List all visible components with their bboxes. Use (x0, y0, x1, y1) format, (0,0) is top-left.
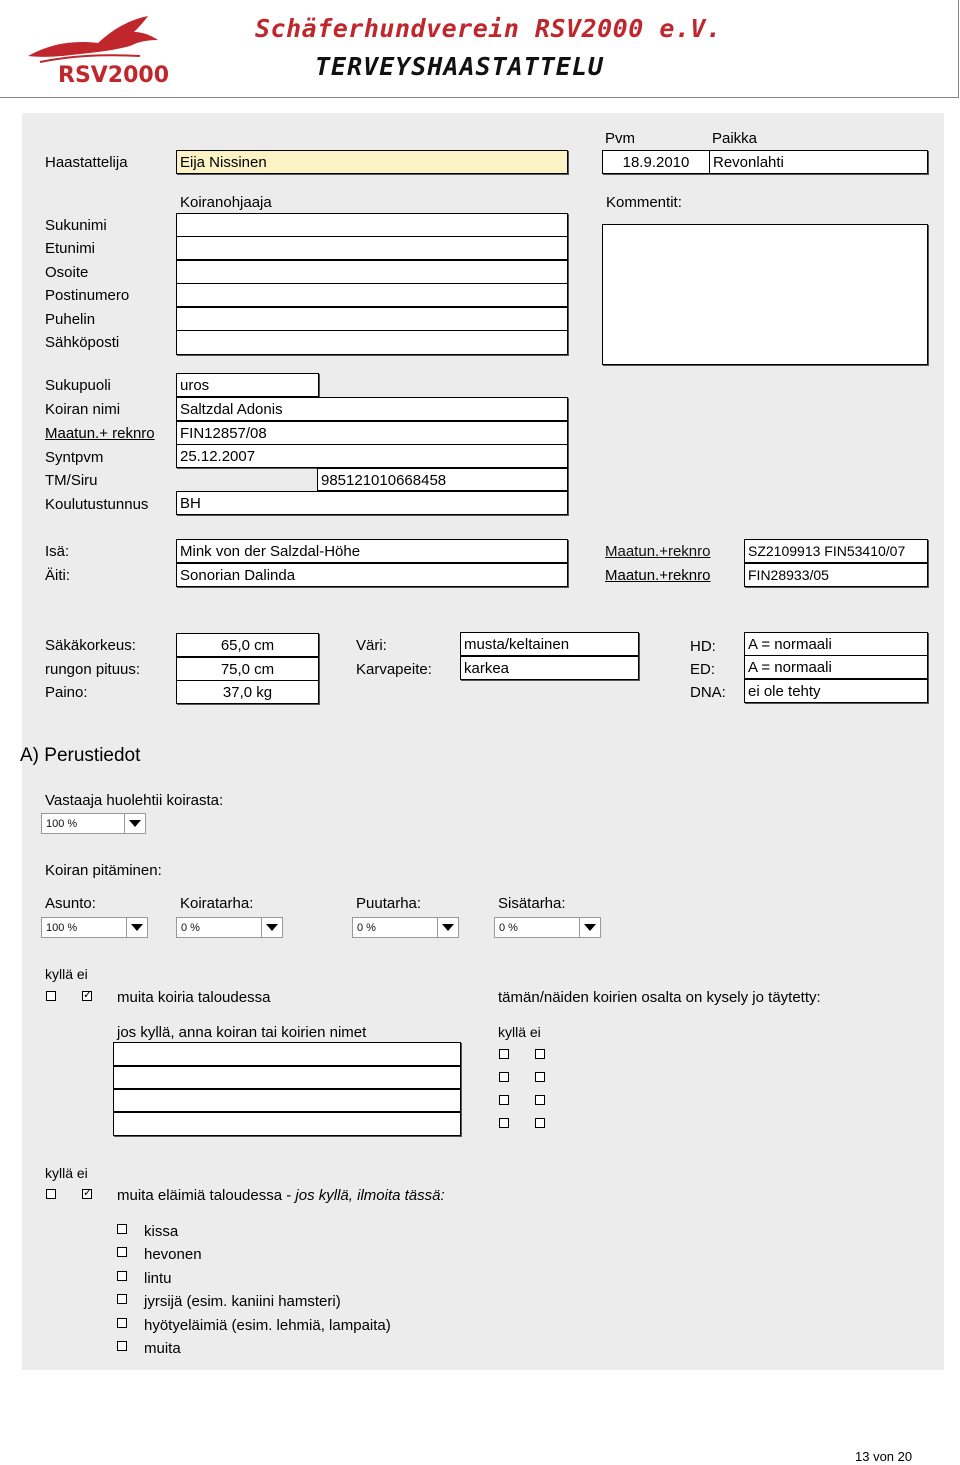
survey-done-label: tämän/näiden koirien osalta on kysely jo täytetty: (498, 989, 821, 1006)
dam-label: Äiti: (45, 567, 71, 584)
phone-field[interactable] (176, 307, 568, 331)
owner-label-postcode: Postinumero (45, 287, 130, 304)
sire-label: Isä: (45, 543, 70, 560)
sex-field[interactable]: uros (176, 373, 319, 397)
caretaker-value: 100 % (46, 818, 78, 830)
survey-done-no-checkbox-4[interactable] (535, 1118, 545, 1128)
postcode-field[interactable] (176, 283, 568, 307)
hd-label: HD: (690, 638, 716, 655)
keeping-kennel-value: 0 % (181, 922, 200, 934)
owner-section-label: Koiranohjaaja (180, 194, 272, 211)
animal-bird-checkbox[interactable] (117, 1271, 127, 1281)
owner-label-firstname: Etunimi (45, 240, 96, 257)
survey-done-no-checkbox-3[interactable] (535, 1095, 545, 1105)
survey-yes-no-header: kyllä ei (498, 1024, 541, 1040)
chip-spacer (176, 468, 317, 491)
date-field[interactable]: 18.9.2010 (602, 150, 710, 174)
other-dogs-label: muita koiria taloudessa (117, 989, 271, 1006)
dam-field[interactable]: Sonorian Dalinda (176, 563, 568, 587)
survey-done-no-checkbox-2[interactable] (535, 1072, 545, 1082)
caretaker-dropdown[interactable] (41, 813, 146, 834)
animal-rodent-label: jyrsijä (esim. kaniini hamsteri) (144, 1293, 341, 1310)
keeping-garden-dropdown[interactable] (352, 917, 459, 938)
dam-reg-label: Maatun.+reknro (605, 567, 711, 584)
coat-field[interactable]: karkea (460, 656, 639, 680)
comment-field[interactable] (602, 224, 928, 365)
other-dogs-yes-checkbox[interactable] (46, 991, 56, 1001)
keeping-garden-value: 0 % (357, 922, 376, 934)
other-animals-label (117, 1187, 445, 1204)
dam-reg-field[interactable]: FIN28933/05 (744, 563, 928, 587)
place-label: Paikka (712, 130, 758, 147)
training-field[interactable]: BH (176, 491, 568, 515)
length-label: rungon pituus: (45, 661, 141, 678)
chevron-down-icon (579, 918, 600, 937)
animal-livestock-label: hyötyeläimiä (esim. lehmiä, lampaita) (144, 1317, 391, 1334)
yes-no-header: kyllä ei (45, 966, 88, 982)
keeping-apartment-value: 100 % (46, 922, 78, 934)
page-number: 13 von 20 (855, 1449, 913, 1464)
animal-horse-label: hevonen (144, 1246, 202, 1263)
dna-label: DNA: (690, 684, 726, 701)
height-label: Säkäkorkeus: (45, 637, 136, 654)
other-dog-name-field-4[interactable] (113, 1112, 461, 1136)
keeping-label-kennel: Koiratarha: (180, 895, 254, 912)
survey-done-yes-checkbox-4[interactable] (499, 1118, 509, 1128)
section-a-title: A) Perustiedot (20, 745, 141, 766)
owner-label-surname: Sukunimi (45, 217, 107, 234)
animal-bird-label: lintu (144, 1270, 172, 1287)
document-header (0, 0, 959, 98)
ed-label: ED: (690, 661, 716, 678)
animal-other-label: muita (144, 1340, 181, 1357)
registration-label: Maatun.+ reknro (45, 425, 155, 442)
other-animals-no-checkbox[interactable] (82, 1189, 92, 1199)
keeping-label-apartment: Asunto: (45, 895, 96, 912)
chevron-down-icon (437, 918, 458, 937)
email-field[interactable] (176, 330, 568, 355)
rsv2000-logo (20, 10, 170, 94)
ed-field[interactable]: A = normaali (744, 655, 928, 679)
other-animals-hint: jos kyllä, ilmoita tässä: (295, 1187, 445, 1204)
other-dogs-no-checkbox[interactable] (82, 991, 92, 1001)
coat-label: Karvapeite: (356, 661, 432, 678)
animal-rodent-checkbox[interactable] (117, 1294, 127, 1304)
sire-reg-label: Maatun.+reknro (605, 543, 711, 560)
keeping-indoor-yard-value: 0 % (499, 922, 518, 934)
comment-label: Kommentit: (606, 194, 682, 211)
surname-field[interactable] (176, 213, 568, 237)
chip-label: TM/Siru (45, 472, 98, 489)
chevron-down-icon (261, 918, 282, 937)
survey-done-yes-checkbox-1[interactable] (499, 1049, 509, 1059)
height-field[interactable]: 65,0 cm (176, 633, 319, 657)
firstname-field[interactable] (176, 236, 568, 260)
weight-field[interactable]: 37,0 kg (176, 680, 319, 704)
logo-text: RSV2000 (58, 63, 170, 88)
keeping-apartment-dropdown[interactable] (41, 917, 148, 938)
registration-field[interactable]: FIN12857/08 (176, 421, 568, 445)
place-field[interactable]: Revonlahti (709, 150, 928, 174)
color-label: Väri: (356, 637, 387, 654)
document-title: TERVEYSHAASTATTELU (315, 52, 604, 81)
owner-label-address: Osoite (45, 264, 89, 281)
animals-yes-no-header: kyllä ei (45, 1165, 88, 1181)
other-animals-yes-checkbox[interactable] (46, 1189, 56, 1199)
training-label: Koulutustunnus (45, 496, 149, 513)
owner-label-email: Sähköposti (45, 334, 120, 351)
other-dogs-names-label: jos kyllä, anna koiran tai koirien nimet (117, 1024, 367, 1041)
survey-done-no-checkbox-1[interactable] (535, 1049, 545, 1059)
keeping-indoor-yard-dropdown[interactable] (494, 917, 601, 938)
keeping-label: Koiran pitäminen: (45, 862, 162, 879)
keeping-kennel-dropdown[interactable] (176, 917, 283, 938)
sex-label: Sukupuoli (45, 377, 111, 394)
dog-name-label: Koiran nimi (45, 401, 121, 418)
animal-cat-label: kissa (144, 1223, 179, 1240)
birthdate-label: Syntpvm (45, 449, 104, 466)
dog-name-field[interactable]: Saltzdal Adonis (176, 397, 568, 421)
weight-label: Paino: (45, 684, 88, 701)
length-field[interactable]: 75,0 cm (176, 657, 319, 681)
animal-horse-checkbox[interactable] (117, 1247, 127, 1257)
keeping-label-garden: Puutarha: (356, 895, 422, 912)
chevron-down-icon (126, 918, 147, 937)
color-field[interactable]: musta/keltainen (460, 632, 639, 656)
chip-field[interactable]: 985121010668458 (317, 468, 568, 491)
survey-done-yes-checkbox-2[interactable] (499, 1072, 509, 1082)
date-label: Pvm (605, 130, 635, 147)
owner-label-phone: Puhelin (45, 311, 96, 328)
animal-cat-checkbox[interactable] (117, 1224, 127, 1234)
animal-livestock-checkbox[interactable] (117, 1318, 127, 1328)
sire-reg-field[interactable]: SZ2109913 FIN53410/07 (744, 539, 928, 563)
address-field[interactable] (176, 260, 568, 284)
sire-field[interactable]: Mink von der Salzdal-Höhe (176, 539, 568, 563)
other-dog-name-field-1[interactable] (113, 1042, 461, 1066)
other-dog-name-field-3[interactable] (113, 1089, 461, 1112)
dna-field[interactable]: ei ole tehty (744, 679, 928, 703)
other-animals-text: muita eläimiä taloudessa - (117, 1187, 296, 1204)
animal-other-checkbox[interactable] (117, 1341, 127, 1351)
interviewer-label: Haastattelija (45, 154, 128, 171)
organization-name: Schäferhundverein RSV2000 e.V. (255, 14, 722, 43)
birthdate-field[interactable]: 25.12.2007 (176, 444, 568, 468)
chevron-down-icon (124, 814, 145, 833)
caretaker-label: Vastaaja huolehtii koirasta: (45, 792, 224, 809)
other-dog-name-field-2[interactable] (113, 1066, 461, 1089)
keeping-label-indoor-yard: Sisätarha: (498, 895, 566, 912)
hd-field[interactable]: A = normaali (744, 632, 928, 656)
survey-done-yes-checkbox-3[interactable] (499, 1095, 509, 1105)
interviewer-field[interactable]: Eija Nissinen (176, 150, 568, 174)
